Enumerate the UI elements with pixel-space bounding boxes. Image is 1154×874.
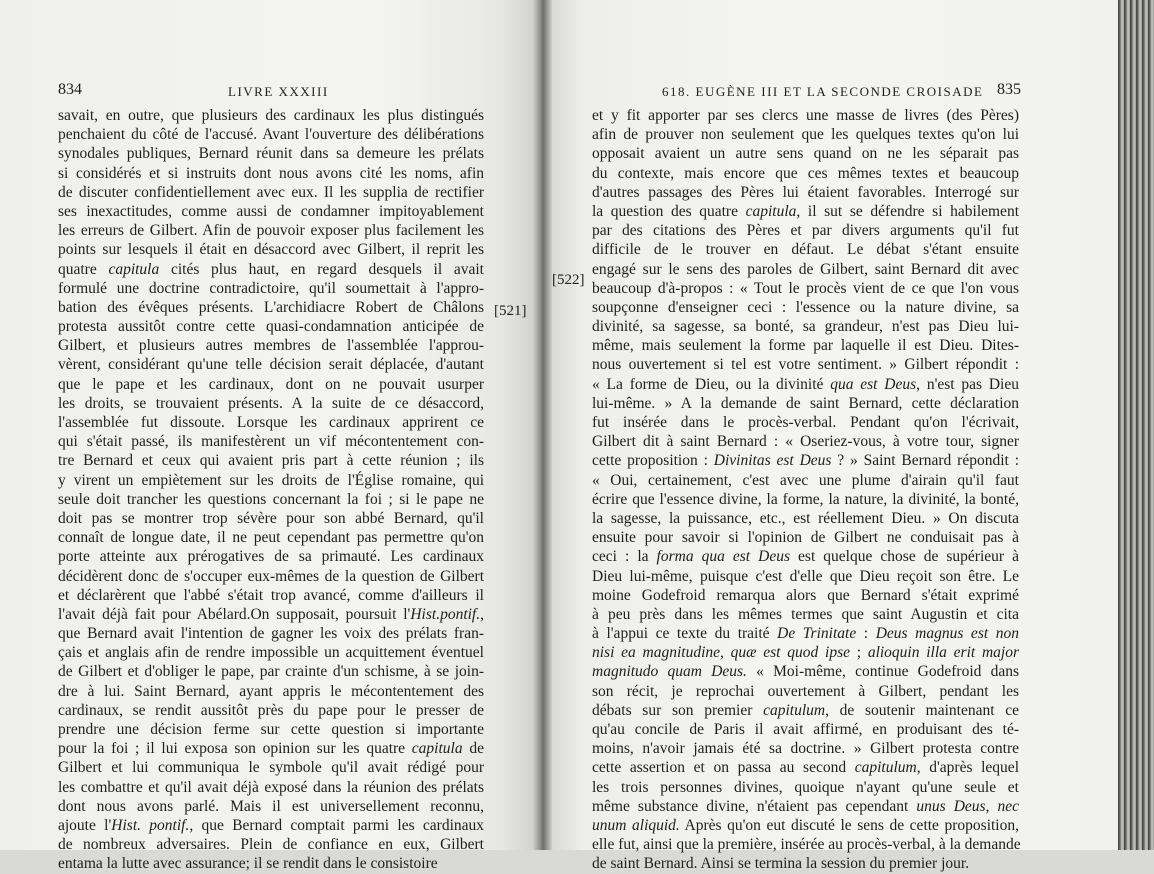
right-page-line: ensuite pour savoir si l'opinion de Gilbert ne conduisait pas à — [592, 529, 1019, 547]
left-page-line: y virent un empiètement sur les droits de l'Église romaine, qui — [58, 471, 484, 489]
right-page-line: Dieu lui-même, puisque c'est d'elle que Dieu reçoit son être. Le — [592, 567, 1019, 585]
left-page-line: si considérés et si instruits dont nous avons cité les noms, afin — [58, 164, 484, 182]
right-page-line: qu'au concile de Paris il avait affirmé, en produisant des té- — [592, 721, 1019, 738]
left-page-line: penchaient du côté de l'accusé. Avant l'ouverture des délibérations — [58, 126, 484, 144]
right-page-line: « La forme de Dieu, ou la divinité qua est Deus, n'est pas Dieu — [592, 375, 1019, 393]
left-page-line: formulé une doctrine contradictoire, qu'il soumettait à l'appro- — [58, 279, 484, 297]
left-body-text — [58, 106, 484, 874]
left-page-line: ajoute l'Hist. pontif., que Bernard comptait parmi les cardinaux — [58, 816, 485, 834]
left-page-line: de discuter confidentiellement avec eux. Il les supplia de rectifier — [58, 183, 484, 201]
left-page-line: décidèrent donc de s'occuper eux-mêmes de la question de Gilbert — [58, 567, 484, 585]
right-page-line: « Oui, certainement, c'est avec une plume d'airain qu'il faut — [592, 471, 1019, 489]
left-page-line: que Bernard avait l'intention de gagner les voix des prélats fran- — [58, 625, 484, 643]
left-page-number: 834 — [58, 81, 82, 98]
left-page-line: bation des évêques présents. L'archidiacre Robert de Châlons — [58, 298, 484, 316]
right-page-line: cette proposition : Divinitas est Deus ? » Saint Bernard répondit : — [592, 452, 1020, 470]
left-page-line: entama la lutte avec assurance; il se rendit dans le consistoire — [58, 855, 438, 873]
left-page-line: savait, en outre, que plusieurs des cardinaux les plus distingués — [58, 107, 484, 124]
right-page-line: engagé sur le sens des paroles de Gilbert, saint Bernard dit avec — [592, 260, 1019, 278]
right-page-line: opposait avaient un autre sens quand on ne les séparait pas — [592, 145, 1019, 163]
left-page-line: qui s'était passé, ils manifestèrent un vif mécontentement con- — [58, 433, 484, 451]
right-page-line: nous ouvertement si tel est votre sentiment. » Gilbert répondit : — [592, 356, 1019, 374]
right-running-head: 618. EUGÈNE III ET LA SECONDE CROISADE — [662, 84, 984, 99]
left-page-line: protesta aussitôt contre cette quasi-condamnation anticipée de — [58, 318, 484, 336]
right-page-line: elle fut, ainsi que la première, insérée au procès-verbal, à la demande — [592, 836, 1021, 854]
right-page-line: du contexte, mais encore que ces mêmes textes et beaucoup — [592, 164, 1019, 182]
left-page-line: de nombreux adversaires. Plein de confiance en eux, Gilbert — [58, 836, 484, 854]
left-page-line: prendre une décision ferme sur cette question si importante — [58, 721, 484, 738]
book-gutter — [532, 0, 552, 850]
right-page-line: et y fit apporter par ses clercs une masse de livres (des Pères) — [592, 107, 1019, 124]
right-page-number: 835 — [997, 81, 1021, 98]
left-page-line: connaît de longue date, il ne peut cependant pas permettre qu'on — [58, 529, 484, 547]
right-page-line: moins, n'avoir jamais été sa doctrine. » Gilbert protesta contre — [592, 740, 1019, 758]
margin-reference-521: [521] — [494, 303, 527, 319]
left-page-line: pour la foi ; il lui exposa son opinion sur les quatre capitula de — [58, 740, 484, 758]
right-page-line: afin de prouver non seulement que les quelques textes qu'on lui — [592, 126, 1019, 144]
right-page-line: même substance divine, n'étaient pas cependant unus Deus, nec — [592, 797, 1019, 815]
left-page-line: dont nous avons parlé. Mais il est universellement reconnu, — [58, 797, 484, 815]
right-page-line: lui-même. » A la demande de saint Bernard, cette déclaration — [592, 394, 1019, 412]
left-page-line: dre à lui. Saint Bernard, ayant appris le mécontentement des — [58, 682, 484, 700]
right-body-text — [592, 106, 1019, 874]
left-page-line: vèrent, considérant qu'une telle décision serait déplacée, d'autant — [58, 356, 484, 374]
right-page-line: de saint Bernard. Ainsi se termina la session du premier jour. — [592, 855, 970, 873]
left-page-line: doit pas se montrer trop sévère pour son abbé Bernard, qu'il — [58, 509, 484, 527]
margin-reference-522: [522] — [552, 272, 585, 288]
right-page-line: à l'appui ce texte du traité De Trinitate : Deus magnus est non — [592, 625, 1019, 643]
right-page-line: même, mais seulement la forme par laquelle il est Dieu. Dites- — [592, 337, 1019, 355]
left-page-line: l'assemblée fut dissoute. Lorsque les cardinaux apprirent ce — [58, 414, 484, 431]
left-page-line: que le pape et les cardinaux, dont on ne pouvait usurper — [58, 375, 484, 393]
right-page-line: Gilbert dit à saint Bernard : « Oseriez-vous, à votre tour, signer — [592, 433, 1019, 451]
left-page-line: çais et anglais afin de rendre impossible un acquittement éventuel — [58, 644, 484, 662]
right-page-line: cette assertion et on passa au second capitulum, d'après lequel — [592, 759, 1019, 777]
right-page-line: beaucoup d'à-propos : « Tout le procès vient de ce que l'on vous — [592, 279, 1019, 297]
right-page-line: fut insérée dans le procès-verbal. Pendant qu'on l'écrivait, — [592, 414, 1019, 431]
left-page-line: l'avait déjà fait pour Abélard.On supposait, poursuit l'Hist.pontif., — [58, 605, 484, 623]
left-page-line: Gilbert, et plusieurs autres membres de l'assemblée l'approu- — [58, 337, 484, 355]
right-page-line: son récit, je reprochai ouvertement à Gilbert, pendant les — [592, 682, 1019, 700]
right-page-line: difficile de le trouver en défaut. Le débat s'étant ensuite — [592, 241, 1019, 259]
left-page-line: cardinaux, se rendit aussitôt près du pape pour le presser de — [58, 701, 484, 719]
left-page-line: les combattre et qu'il avait déjà exposé dans la réunion des prélats — [58, 778, 484, 796]
left-page-line: les erreurs de Gilbert. Afin de pouvoir exposer plus facilement les — [58, 222, 484, 240]
right-page-line: la question des quatre capitula, il sut se défendre si habilement — [592, 202, 1019, 220]
right-page-line: ceci : la forma qua est Deus est quelque chose de supérieur à — [592, 548, 1019, 566]
left-page-line: tre Bernard et ceux qui avaient pris part à cette réunion ; ils — [58, 452, 484, 470]
right-page-line: soupçonne d'enseigner ceci : l'essence ou la nature divine, sa — [592, 298, 1019, 316]
right-page-line: la sagesse, la puissance, etc., est réellement Dieu. » On discuta — [592, 509, 1019, 527]
left-page-line: synodales publiques, Bernard réunit dans sa demeure les prélats — [58, 145, 484, 163]
right-page-line: écrire que l'essence divine, la forme, la nature, la divinité, la bonté, — [592, 490, 1019, 508]
right-page-line: débats sur son premier capitulum, de soutenir maintenant ce — [592, 701, 1019, 719]
right-page-line: unum aliquid. Après qu'on eut discuté le sens de cette proposition, — [592, 816, 1019, 834]
left-page-line: ses inexactitudes, comme aussi de condamner impitoyablement — [58, 202, 484, 220]
page-edges — [1118, 0, 1154, 850]
right-page-line: magnitudo quam Deus. « Moi-même, continue Godefroid dans — [592, 663, 1019, 681]
left-page-line: Gilbert et lui communiqua le symbole qu'il avait rédigé pour — [58, 759, 484, 777]
right-page-line: divinité, sa sagesse, sa bonté, sa grandeur, n'est pas Dieu lui- — [592, 318, 1019, 336]
right-page-line: par des citations des Pères et par divers arguments qu'il fut — [592, 222, 1019, 240]
right-page-line: d'autres passages des Pères lui étaient favorables. Interrogé sur — [592, 183, 1019, 201]
left-page-line: seule doit trancher les questions concernant la foi ; si le pape ne — [58, 490, 484, 508]
right-page-line: moine Godefroid remarqua alors que Bernard s'était exprimé — [592, 586, 1019, 604]
left-page-line: de Gilbert et d'obliger le pape, par crainte d'un schisme, à se join- — [58, 663, 484, 681]
right-page-line: à peu près dans les mêmes termes que saint Augustin et cita — [592, 605, 1019, 623]
left-page-line: porte atteinte aux prérogatives de sa primauté. Les cardinaux — [58, 548, 484, 566]
left-page-line: points sur lesquels il était en désaccord avec Gilbert, il reprit les — [58, 241, 484, 259]
right-page-line: les trois personnes divines, quoique n'ayant qu'une seule et — [592, 778, 1019, 796]
left-running-head: LIVRE XXXIII — [228, 84, 329, 99]
left-page-line: quatre capitula cités plus haut, en regard desquels il avait — [58, 260, 484, 278]
left-page-line: les droits, se trouvaient présents. A la suite de ce désaccord, — [58, 394, 484, 412]
right-page-line: nisi ea magnitudine, quæ est quod ipse ; alioquin illa erit major — [592, 644, 1019, 662]
left-page-line: et déclarèrent que l'abbé s'était trop avancé, comme d'ailleurs il — [58, 586, 484, 604]
